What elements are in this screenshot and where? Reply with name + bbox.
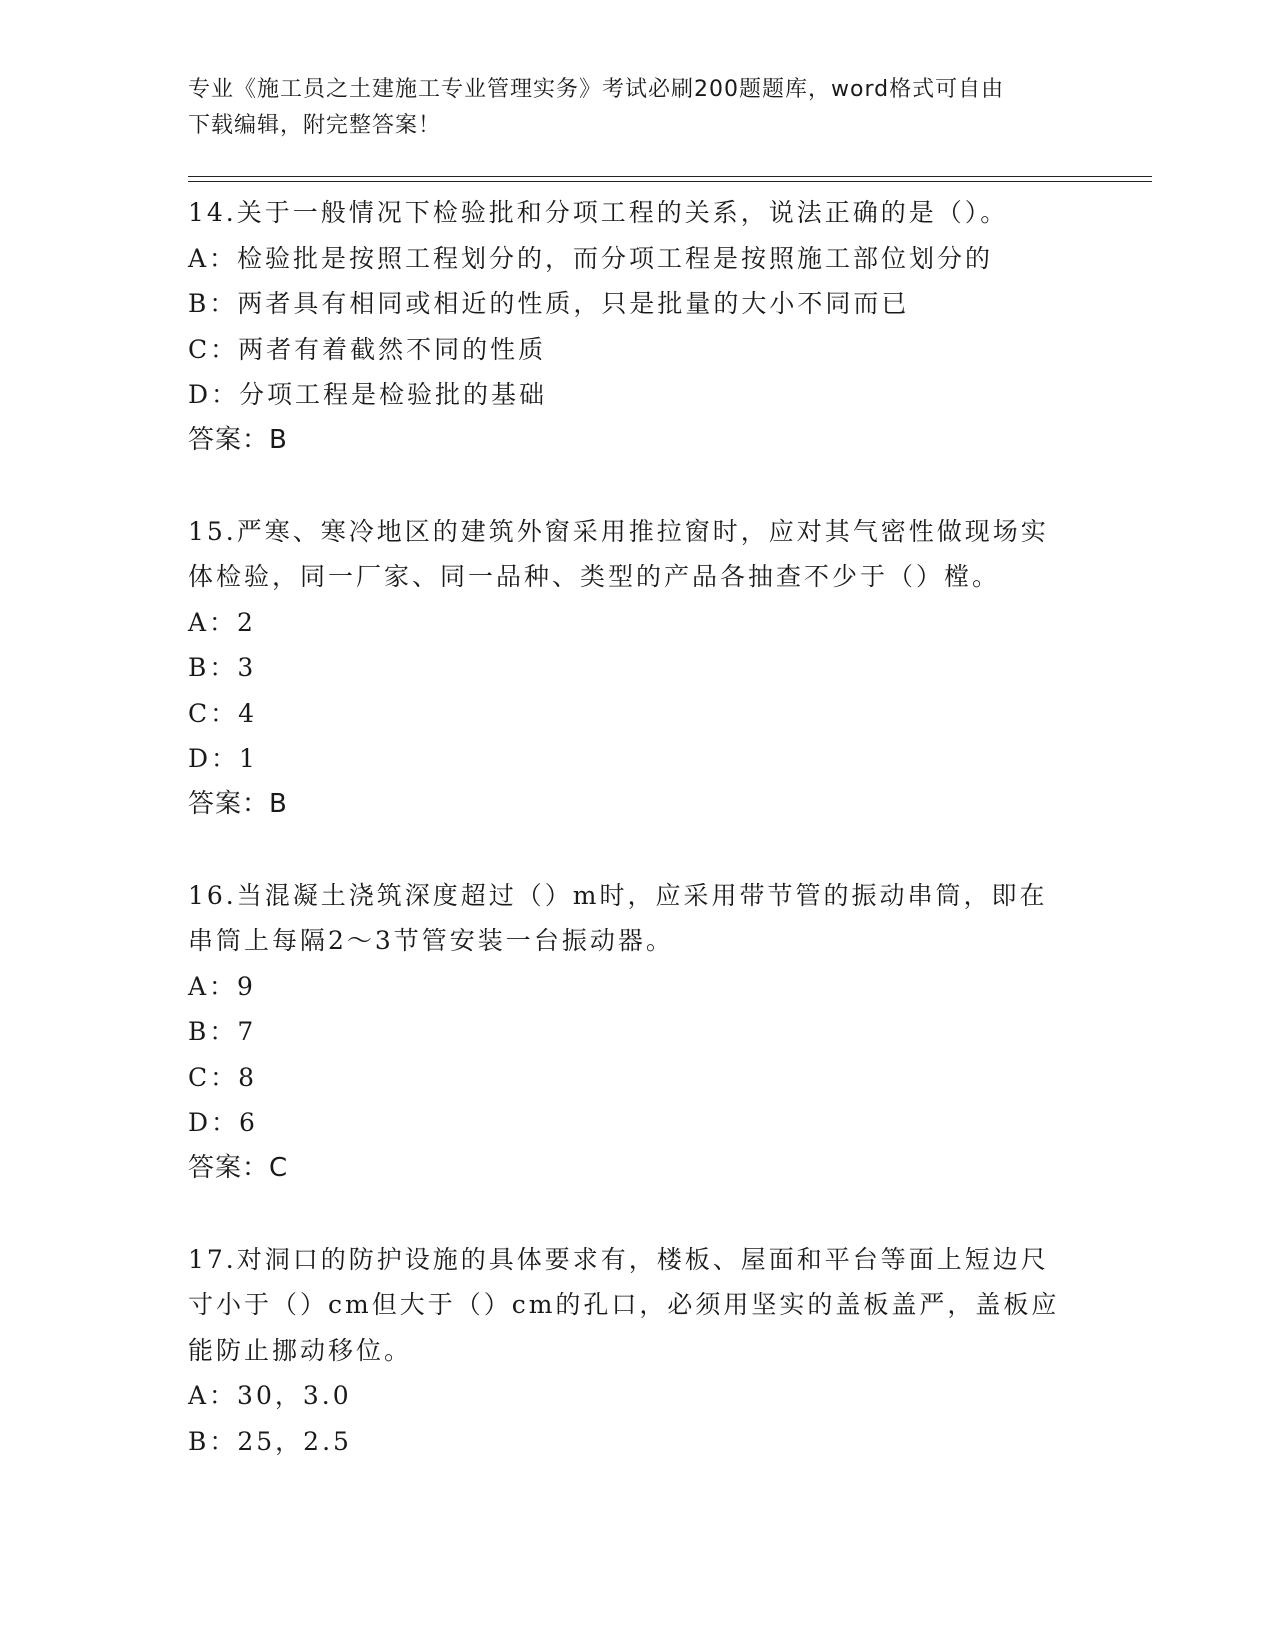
option-b: B：两者具有相同或相近的性质，只是批量的大小不同而已 [188, 289, 910, 318]
answer: 答案：B [188, 424, 288, 455]
spacer [188, 827, 1088, 873]
option-a: A：2 [188, 607, 256, 637]
question-stem: 14.关于一般情况下检验批和分项工程的关系，说法正确的是（）。 [188, 198, 1009, 227]
option-c: C：8 [188, 1062, 258, 1092]
question-14 [188, 190, 1088, 463]
spacer [188, 1191, 1088, 1237]
spacer [188, 463, 1088, 509]
option-a: A：检验批是按照工程划分的，而分项工程是按照施工部位划分的 [188, 243, 994, 273]
question-stem: 16.当混凝土浇筑深度超过（）m时，应采用带节管的振动串筒，即在 [188, 880, 1048, 910]
answer: 答案：C [188, 1152, 289, 1183]
question-17 [188, 1237, 1088, 1465]
option-d: D：1 [188, 744, 258, 773]
header-divider-bottom [188, 181, 1152, 182]
option-a: A：30，3.0 [188, 1381, 352, 1410]
question-stem: 串筒上每隔2～3节管安装一台振动器。 [188, 926, 674, 955]
header-divider-top [188, 176, 1152, 177]
option-d: D：分项工程是检验批的基础 [188, 380, 548, 409]
question-16 [188, 873, 1088, 1192]
option-b: B：7 [188, 1017, 257, 1046]
question-stem: 寸小于（）cm但大于（）cm的孔口，必须用坚实的盖板盖严，盖板应 [188, 1290, 1060, 1319]
answer: 答案：B [188, 788, 288, 819]
option-b: B：25，2.5 [188, 1426, 352, 1456]
option-c: C：4 [188, 698, 258, 728]
question-stem: 能防止挪动移位。 [188, 1335, 413, 1365]
option-a: A：9 [188, 971, 256, 1001]
header-line-2: 下载编辑，附完整答案！ [188, 113, 442, 138]
question-stem: 15.严寒、寒冷地区的建筑外窗采用推拉窗时，应对其气密性做现场实 [188, 516, 1049, 546]
document-header [188, 72, 1088, 144]
option-c: C：两者有着截然不同的性质 [188, 334, 547, 364]
question-15 [188, 509, 1088, 828]
option-b: B：3 [188, 653, 257, 682]
question-list [188, 190, 1088, 1464]
question-stem: 体检验，同一厂家、同一品种、类型的产品各抽查不少于（）樘。 [188, 562, 1001, 591]
question-stem: 17.对洞口的防护设施的具体要求有，楼板、屋面和平台等面上短边尺 [188, 1244, 1049, 1274]
header-line-1: 专业《施工员之土建施工专业管理实务》考试必刷200题题库，word格式可自由 [188, 77, 1005, 102]
option-d: D：6 [188, 1108, 258, 1137]
